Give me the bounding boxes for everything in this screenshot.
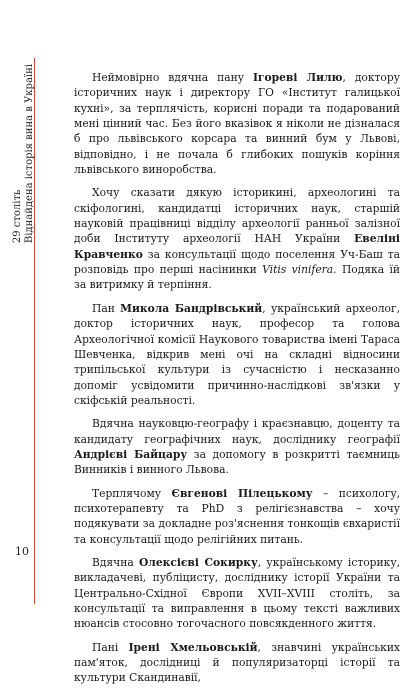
page-number: 10 — [15, 545, 29, 558]
paragraph — [74, 486, 400, 547]
text-run: , український археолог, доктор історичних наук, професор та голова Археологічної комісії Наукового товариства імені Тараса Шевченка, відкрив мені очі на складні відносини трипільської культури із сучасністю і несказанно допоміг усвідомити причинно-наслідкові зв'язки у скіфській реальності. — [74, 301, 400, 407]
person-name: Євгенові Пілецькому — [171, 486, 313, 500]
text-run: , українському історику, викладачеві, публіцисту, досліднику історії України та Центрально-Східної Європи XVII–XVIII століть, за консультації та виправлення в цьому тексті важливих нюансів стосовно тогочасного повсякденного життя. — [74, 555, 400, 631]
text-run: Терплячому — [92, 486, 172, 500]
person-name: Микола Бандрівський — [120, 301, 263, 315]
paragraph — [74, 301, 400, 408]
text-run: за допомогу в розкритті таємниць Винників і винного Львова. — [74, 447, 400, 477]
paragraph — [74, 416, 400, 477]
person-name: Ірені Хмельовській — [128, 640, 258, 654]
body-text — [74, 70, 400, 694]
person-name: Ігореві Лилю — [252, 71, 343, 84]
text-run: Вдячна науковцю-географу і краєзнавцю, доценту та кандидату географічних наук, досліднику географії — [74, 417, 400, 446]
text-run: Неймовірно вдячна пану — [92, 71, 253, 84]
paragraph — [74, 640, 400, 686]
running-title — [12, 64, 35, 244]
text-run: Пані — [92, 640, 129, 654]
text-run: . Подяка їй за витримку й терпіння. — [74, 263, 400, 292]
paragraph — [74, 555, 400, 632]
paragraph — [74, 185, 400, 292]
running-title-line1: 29 століть — [12, 189, 23, 244]
text-run: , знавчині українських пам'яток, дослідниці й популяризаторці історії та культури Скандинавії, — [74, 640, 401, 685]
text-run: Вдячна — [92, 555, 139, 569]
person-name: Андрієві Байцару — [74, 447, 188, 461]
text-run: Пан — [92, 301, 121, 315]
latin-term: Vitis vinifera — [262, 263, 334, 277]
text-run: за консультації щодо поселення Уч-Баш та розповідь про перші насінинки — [74, 247, 400, 277]
text-run: – психологу, психотерапевту та PhD з релігієзнавства – хочу подякувати за докладне роз'яснення тонкощів євхаристії та консультації щодо релігійних питань. — [74, 486, 401, 546]
person-name: Евеліні Кравченко — [74, 232, 400, 261]
text-run: Хочу сказати дякую історикині, археологині та скіфологині, кандидатці історичних наук, старшій науковій працівниці відділу археології ранньої залізної доби Інституту археології НАН України — [74, 186, 400, 246]
person-name: Олексієві Сокирку — [138, 555, 258, 569]
paragraph — [74, 70, 400, 177]
running-title-line2: Віднайдена історія вина в Україні — [24, 64, 35, 244]
text-run: , доктору історичних наук і директору ГО «Інститут галицької кухні», за терплячість, корисні поради та подарований мені цінний час. Без його вказівок я ніколи не дізналася б про львівського корсара та винний бум у Львові, відповідно, і не почала б глибоких пошуків коріння львівського виноробства. — [74, 71, 400, 177]
